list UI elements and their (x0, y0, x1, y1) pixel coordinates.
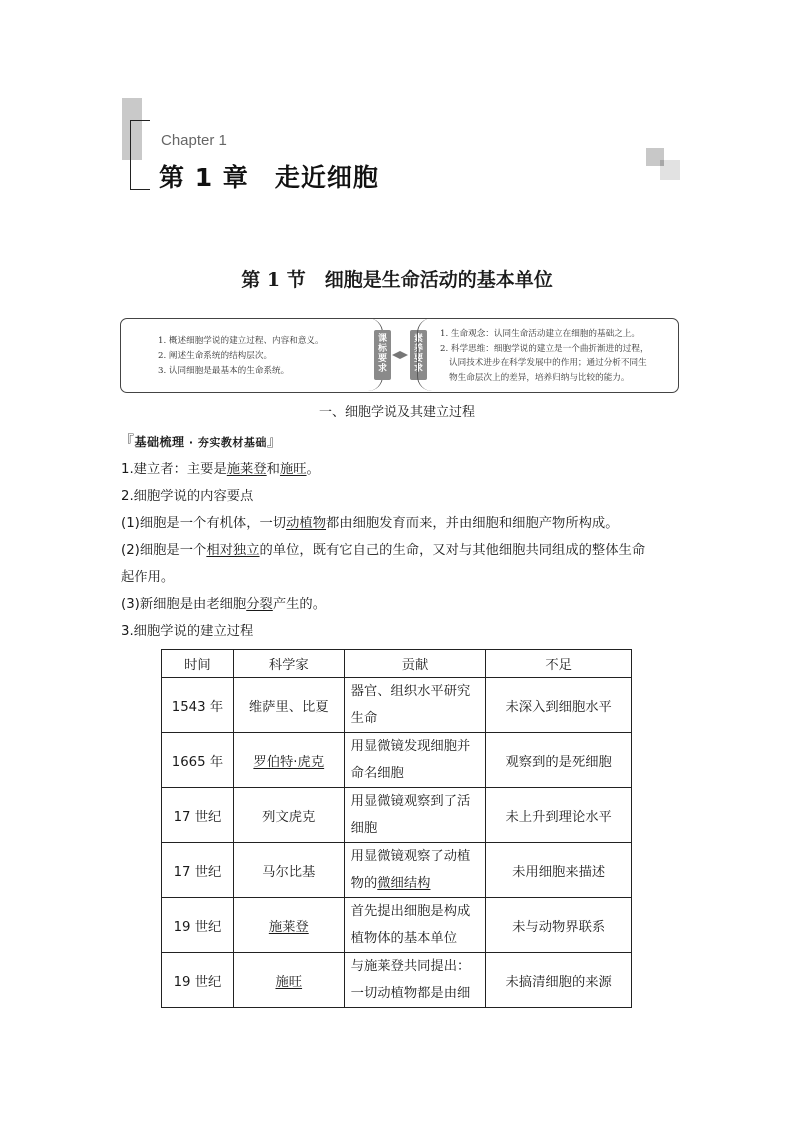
requirement-item: 2. 阐述生命系统的结构层次。 (158, 351, 273, 361)
cell-shortcoming: 未用细胞来描述 (486, 843, 632, 898)
cell-contribution: 用显微镜发现细胞并 命名细胞 (344, 733, 486, 788)
cell-time: 17 世纪 (162, 843, 234, 898)
chapter-decoration-frame (130, 120, 150, 190)
requirement-item: 2. 科学思维：细胞学说的建立是一个曲折渐进的过程， (440, 343, 649, 354)
chapter-title (159, 158, 379, 194)
cell-contribution: 用显微镜观察了动植 物的微细结构 (344, 843, 486, 898)
table-row (162, 843, 632, 898)
cell-scientist: 维萨里、比夏 (233, 678, 344, 733)
connector-diamond-icon (392, 351, 408, 359)
cell-time: 1665 年 (162, 733, 234, 788)
table-row (162, 678, 632, 733)
cell-contribution: 器官、组织水平研究 生命 (344, 678, 486, 733)
requirement-item: 1. 生命观念：认同生命活动建立在细胞的基础之上。 (440, 329, 640, 339)
table-row (162, 898, 632, 953)
founders-line: 1.建立者：主要是施莱登和施旺。 (121, 462, 320, 477)
header-shortcoming: 不足 (486, 650, 632, 678)
chapter-number: 第 1 章 (159, 163, 249, 192)
point-1: (1)细胞是一个有机体，一切动植物都由细胞发育而来，并由细胞和细胞产物所构成。 (121, 516, 619, 531)
cell-contribution: 与施莱登共同提出： 一切动植物都是由细 (344, 953, 486, 1008)
cell-shortcoming: 观察到的是死细胞 (486, 733, 632, 788)
point-3: (3)新细胞是由老细胞分裂产生的。 (121, 597, 326, 612)
header-time: 时间 (162, 650, 234, 678)
cell-shortcoming: 未与动物界联系 (486, 898, 632, 953)
cell-time: 1543 年 (162, 678, 234, 733)
cell-time: 19 世纪 (162, 898, 234, 953)
content-heading: 2.细胞学说的内容要点 (121, 489, 254, 504)
chapter-name: 走近细胞 (274, 163, 379, 192)
requirement-item-continued: 认同技术进步在科学发展中的作用；通过分析不同生 (449, 358, 647, 368)
right-divider-curve (417, 318, 432, 391)
literacy-requirements-tag: 素 养 要 求 (410, 330, 427, 380)
subsection-title: 一、细胞学说及其建立过程 (318, 405, 475, 420)
cell-scientist: 列文虎克 (233, 788, 344, 843)
header-scientist: 科学家 (233, 650, 344, 678)
point-2: (2)细胞是一个相对独立的单位，既有它自己的生命，又对与其他细胞共同组成的整体生命 (121, 543, 646, 558)
cell-shortcoming: 未搞清细胞的来源 (486, 953, 632, 1008)
curriculum-requirements-tag: 课 标 要 求 (374, 330, 391, 380)
cell-shortcoming: 未上升到理论水平 (486, 788, 632, 843)
basics-banner: 『基础梳理 · 夯实教材基础』 (119, 432, 283, 450)
table-row (162, 788, 632, 843)
table-header-row (162, 650, 632, 678)
process-heading: 3.细胞学说的建立过程 (121, 624, 254, 639)
point-2-continued: 起作用。 (121, 570, 175, 585)
cell-theory-history-table (161, 649, 632, 1008)
cell-shortcoming: 未深入到细胞水平 (486, 678, 632, 733)
cell-scientist: 施莱登 (233, 898, 344, 953)
table-row (162, 953, 632, 1008)
cell-contribution: 用显微镜观察到了活 细胞 (344, 788, 486, 843)
requirement-item-continued: 物生命层次上的差异，培养归纳与比较的能力。 (449, 372, 630, 383)
chapter-label: Chapter 1 (161, 132, 227, 149)
section-title: 第 1 节 细胞是生命活动的基本单位 (241, 269, 553, 291)
cell-scientist: 罗伯特·虎克 (233, 733, 344, 788)
header-contribution: 贡献 (344, 650, 486, 678)
cell-scientist: 施旺 (233, 953, 344, 1008)
cell-scientist: 马尔比基 (233, 843, 344, 898)
cell-time: 17 世纪 (162, 788, 234, 843)
cell-contribution: 首先提出细胞是构成 植物体的基本单位 (344, 898, 486, 953)
corner-decoration-squares (646, 148, 680, 182)
requirement-item: 3. 认同细胞是最基本的生命系统。 (158, 366, 290, 376)
table-row (162, 733, 632, 788)
cell-time: 19 世纪 (162, 953, 234, 1008)
curriculum-requirements-list (158, 334, 324, 379)
literacy-requirements-list (440, 327, 672, 385)
requirement-item: 1. 概述细胞学说的建立过程、内容和意义。 (158, 336, 324, 346)
